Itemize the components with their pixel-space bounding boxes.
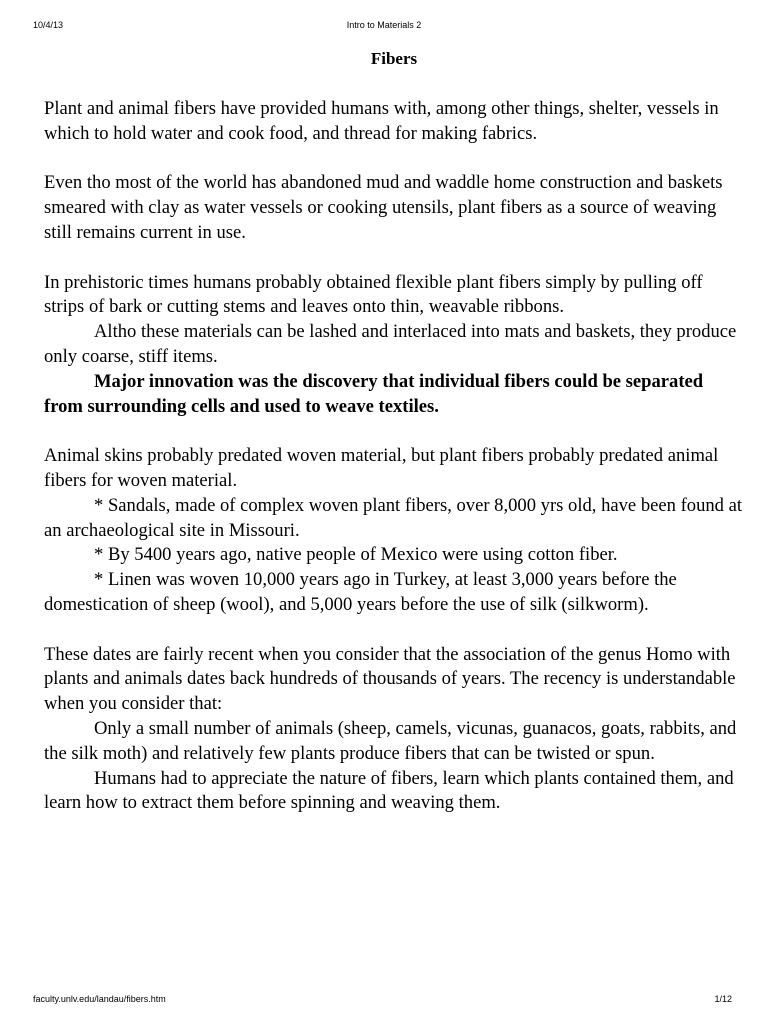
paragraph-spacer <box>44 147 744 172</box>
bullet-linen-turkey: * Linen was woven 10,000 years ago in Turkey, at least 3,000 years before the domestication of sheep (wool), and 5,000 years before the use of silk (silkworm). <box>44 569 677 615</box>
paragraph-spacer <box>44 419 744 444</box>
print-page-title: Intro to Materials 2 <box>346 20 422 30</box>
bullet-sandals: * Sandals, made of complex woven plant fibers, over 8,000 yrs old, have been found at an archaeological site in Missouri. <box>44 494 743 541</box>
print-page-number: 1/12 <box>714 994 732 1004</box>
paragraph-recent-dates: These dates are fairly recent when you consider that the association of the genus Homo with plants and animals dates back hundreds of thousands of years. The recency is understandable when you consider that: <box>44 643 736 715</box>
paragraph-lashed-materials: Altho these materials can be lashed and interlaced into mats and baskets, they produce only coarse, stiff items. <box>44 321 737 367</box>
paragraph-spacer <box>44 618 744 643</box>
print-date: 10/4/13 <box>33 20 64 30</box>
document-title: Fibers <box>370 49 418 68</box>
paragraph-humans-appreciate: Humans had to appreciate the nature of fibers, learn which plants contained them, and learn how to extract them before spinning and weaving them. <box>44 767 734 814</box>
bullet-cotton-mexico: * By 5400 years ago, native people of Mexico were using cotton fiber. <box>94 544 618 566</box>
paragraph-weaving-current: Even tho most of the world has abandoned mud and waddle home construction and baskets smeared with clay as water vessels or cooking utensils, plant fibers as a source of weaving still remains current in use. <box>44 172 723 243</box>
document-body <box>44 46 744 816</box>
paragraph-animal-skins: Animal skins probably predated woven material, but plant fibers probably predated animal fibers for woven material. <box>44 445 719 491</box>
paragraph-few-animals: Only a small number of animals (sheep, camels, vicunas, guanacos, goats, rabbits, and the silk moth) and relatively few plants produce fibers that can be twisted or spun. <box>44 717 737 764</box>
paragraph-major-innovation: Major innovation was the discovery that individual fibers could be separated from surrounding cells and used to weave textiles. <box>44 370 704 417</box>
paragraph-spacer <box>44 246 744 271</box>
paragraph-intro: Plant and animal fibers have provided humans with, among other things, shelter, vessels in which to hold water and cook food, and thread for making fabrics. <box>44 98 719 144</box>
print-source-url: faculty.unlv.edu/landau/fibers.htm <box>33 994 166 1004</box>
paragraph-prehistoric: In prehistoric times humans probably obtained flexible plant fibers simply by pulling off strips of bark or cutting stems and leaves onto thin, weavable ribbons. <box>44 271 703 318</box>
